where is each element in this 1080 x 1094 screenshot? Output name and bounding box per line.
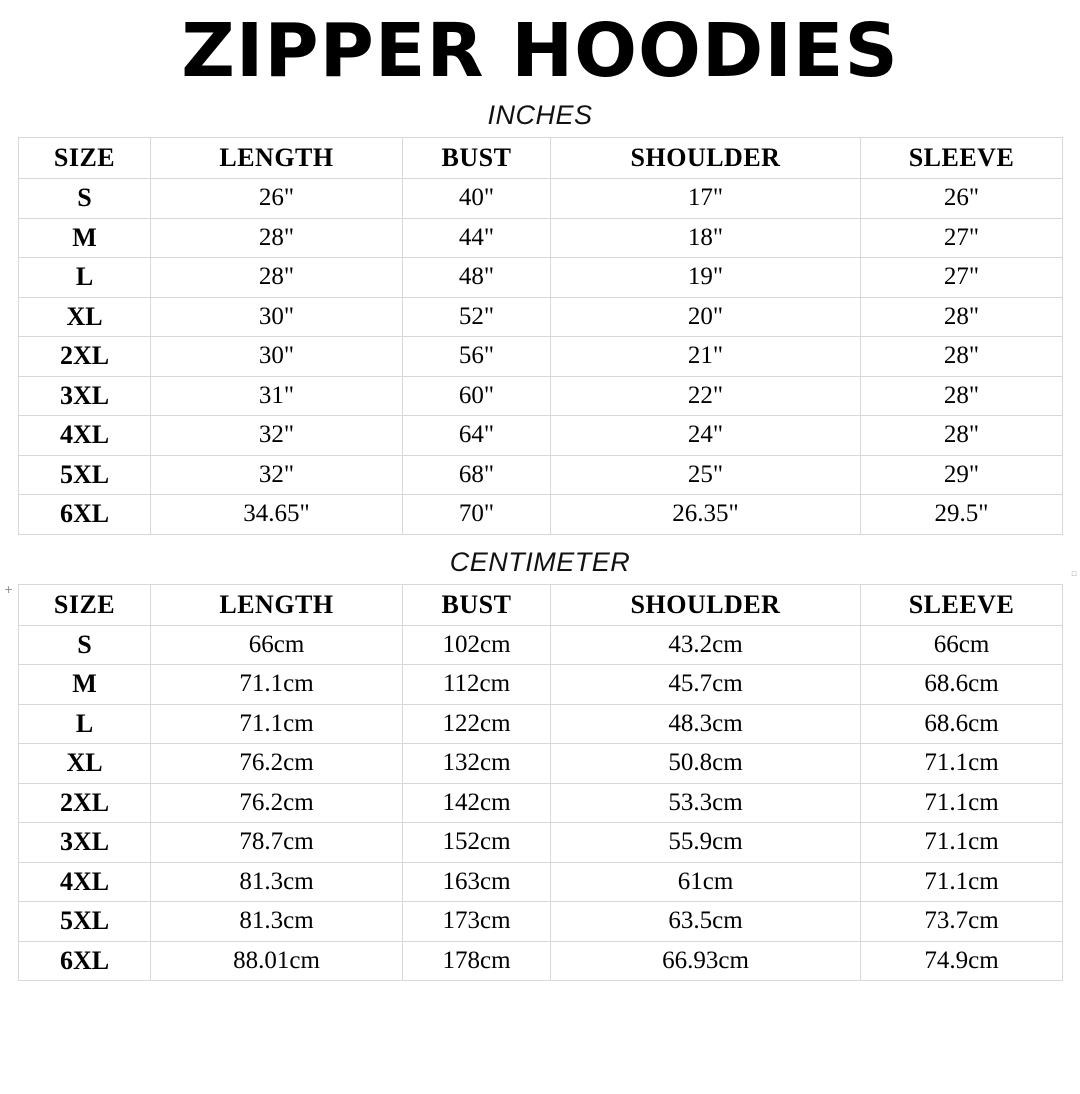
column-header-bust: BUST xyxy=(403,584,551,625)
cell-sleeve: 26" xyxy=(861,179,1063,219)
cell-length: 28" xyxy=(151,218,403,258)
table-row xyxy=(19,783,1063,823)
cell-bust: 152cm xyxy=(403,823,551,863)
cell-shoulder: 55.9cm xyxy=(551,823,861,863)
cell-bust: 40" xyxy=(403,179,551,219)
cell-sleeve: 71.1cm xyxy=(861,783,1063,823)
table-row xyxy=(19,625,1063,665)
column-header-sleeve: SLEEVE xyxy=(861,138,1063,179)
cell-shoulder: 63.5cm xyxy=(551,902,861,942)
cell-shoulder: 50.8cm xyxy=(551,744,861,784)
cell-bust: 163cm xyxy=(403,862,551,902)
cell-sleeve: 29" xyxy=(861,455,1063,495)
size-chart-page xyxy=(0,8,1080,1094)
cell-sleeve: 27" xyxy=(861,218,1063,258)
cell-size: 5XL xyxy=(19,902,151,942)
size-table-inches xyxy=(18,137,1063,535)
cell-length: 30" xyxy=(151,337,403,377)
cell-sleeve: 28" xyxy=(861,297,1063,337)
cell-length: 32" xyxy=(151,416,403,456)
cell-size: 2XL xyxy=(19,337,151,377)
cell-size: L xyxy=(19,258,151,298)
cell-size: S xyxy=(19,179,151,219)
column-header-length: LENGTH xyxy=(151,138,403,179)
cell-length: 88.01cm xyxy=(151,941,403,981)
cell-size: 3XL xyxy=(19,823,151,863)
cell-bust: 48" xyxy=(403,258,551,298)
cell-bust: 178cm xyxy=(403,941,551,981)
table-row xyxy=(19,862,1063,902)
table-row xyxy=(19,416,1063,456)
cell-shoulder: 18" xyxy=(551,218,861,258)
column-header-size: SIZE xyxy=(19,138,151,179)
cell-shoulder: 53.3cm xyxy=(551,783,861,823)
cell-length: 76.2cm xyxy=(151,783,403,823)
cell-size: 2XL xyxy=(19,783,151,823)
cell-length: 28" xyxy=(151,258,403,298)
column-header-length: LENGTH xyxy=(151,584,403,625)
cell-size: M xyxy=(19,665,151,705)
cell-bust: 56" xyxy=(403,337,551,377)
section-inches xyxy=(0,100,1080,535)
table-row xyxy=(19,823,1063,863)
cell-length: 30" xyxy=(151,297,403,337)
table-row xyxy=(19,495,1063,535)
cell-shoulder: 26.35" xyxy=(551,495,861,535)
cell-shoulder: 66.93cm xyxy=(551,941,861,981)
table-row xyxy=(19,455,1063,495)
cell-bust: 112cm xyxy=(403,665,551,705)
cell-shoulder: 21" xyxy=(551,337,861,377)
cell-length: 26" xyxy=(151,179,403,219)
cell-sleeve: 29.5" xyxy=(861,495,1063,535)
table-body-inches xyxy=(19,179,1063,535)
cell-size: 3XL xyxy=(19,376,151,416)
cell-size: 6XL xyxy=(19,495,151,535)
cell-sleeve: 71.1cm xyxy=(861,823,1063,863)
cell-sleeve: 73.7cm xyxy=(861,902,1063,942)
table-row xyxy=(19,337,1063,377)
cell-size: 4XL xyxy=(19,416,151,456)
table-row xyxy=(19,902,1063,942)
section-centimeter xyxy=(0,547,1080,982)
cell-shoulder: 22" xyxy=(551,376,861,416)
cell-bust: 132cm xyxy=(403,744,551,784)
plus-marker-icon: + xyxy=(4,583,14,596)
page-title: ZIPPER HOODIES xyxy=(181,8,899,94)
cell-sleeve: 66cm xyxy=(861,625,1063,665)
table-row xyxy=(19,258,1063,298)
cell-sleeve: 28" xyxy=(861,337,1063,377)
cell-length: 32" xyxy=(151,455,403,495)
cell-bust: 70" xyxy=(403,495,551,535)
table-row xyxy=(19,297,1063,337)
cell-shoulder: 25" xyxy=(551,455,861,495)
column-header-size: SIZE xyxy=(19,584,151,625)
cell-size: 5XL xyxy=(19,455,151,495)
cell-bust: 122cm xyxy=(403,704,551,744)
cell-length: 81.3cm xyxy=(151,862,403,902)
column-header-shoulder: SHOULDER xyxy=(551,584,861,625)
cell-size: M xyxy=(19,218,151,258)
cell-length: 71.1cm xyxy=(151,704,403,744)
cell-length: 76.2cm xyxy=(151,744,403,784)
cell-length: 66cm xyxy=(151,625,403,665)
cell-shoulder: 24" xyxy=(551,416,861,456)
unit-label-inches: INCHES xyxy=(487,100,593,130)
cell-bust: 173cm xyxy=(403,902,551,942)
cell-bust: 142cm xyxy=(403,783,551,823)
cell-bust: 52" xyxy=(403,297,551,337)
cell-sleeve: 68.6cm xyxy=(861,704,1063,744)
cell-length: 81.3cm xyxy=(151,902,403,942)
cell-sleeve: 71.1cm xyxy=(861,744,1063,784)
column-header-shoulder: SHOULDER xyxy=(551,138,861,179)
cell-size: S xyxy=(19,625,151,665)
cell-shoulder: 45.7cm xyxy=(551,665,861,705)
table-row xyxy=(19,179,1063,219)
cell-sleeve: 28" xyxy=(861,376,1063,416)
cell-bust: 44" xyxy=(403,218,551,258)
cell-size: 4XL xyxy=(19,862,151,902)
table-body-centimeter xyxy=(19,625,1063,981)
unit-label-centimeter: CENTIMETER xyxy=(449,546,631,577)
table-row xyxy=(19,704,1063,744)
table-row xyxy=(19,218,1063,258)
table-header-row xyxy=(19,138,1063,179)
table-row xyxy=(19,744,1063,784)
cell-shoulder: 20" xyxy=(551,297,861,337)
cell-sleeve: 28" xyxy=(861,416,1063,456)
cell-shoulder: 43.2cm xyxy=(551,625,861,665)
cell-bust: 102cm xyxy=(403,625,551,665)
cell-bust: 64" xyxy=(403,416,551,456)
table-head-inches xyxy=(19,138,1063,179)
cell-length: 78.7cm xyxy=(151,823,403,863)
cell-length: 34.65" xyxy=(151,495,403,535)
size-table-centimeter xyxy=(18,584,1063,982)
column-header-bust: BUST xyxy=(403,138,551,179)
cell-shoulder: 17" xyxy=(551,179,861,219)
cell-bust: 68" xyxy=(403,455,551,495)
cell-sleeve: 74.9cm xyxy=(861,941,1063,981)
cell-shoulder: 19" xyxy=(551,258,861,298)
cell-length: 31" xyxy=(151,376,403,416)
cell-shoulder: 48.3cm xyxy=(551,704,861,744)
cell-length: 71.1cm xyxy=(151,665,403,705)
table-wrap-inches xyxy=(18,137,1062,535)
cell-sleeve: 27" xyxy=(861,258,1063,298)
cell-size: L xyxy=(19,704,151,744)
column-header-sleeve: SLEEVE xyxy=(861,584,1063,625)
cell-bust: 60" xyxy=(403,376,551,416)
table-header-row xyxy=(19,584,1063,625)
cell-shoulder: 61cm xyxy=(551,862,861,902)
table-row xyxy=(19,376,1063,416)
dot-marker-icon: ▫ xyxy=(1070,569,1077,579)
cell-size: 6XL xyxy=(19,941,151,981)
cell-sleeve: 71.1cm xyxy=(861,862,1063,902)
cell-size: XL xyxy=(19,297,151,337)
cell-sleeve: 68.6cm xyxy=(861,665,1063,705)
table-row xyxy=(19,941,1063,981)
table-row xyxy=(19,665,1063,705)
table-head-centimeter xyxy=(19,584,1063,625)
cell-size: XL xyxy=(19,744,151,784)
table-wrap-centimeter xyxy=(18,584,1062,982)
